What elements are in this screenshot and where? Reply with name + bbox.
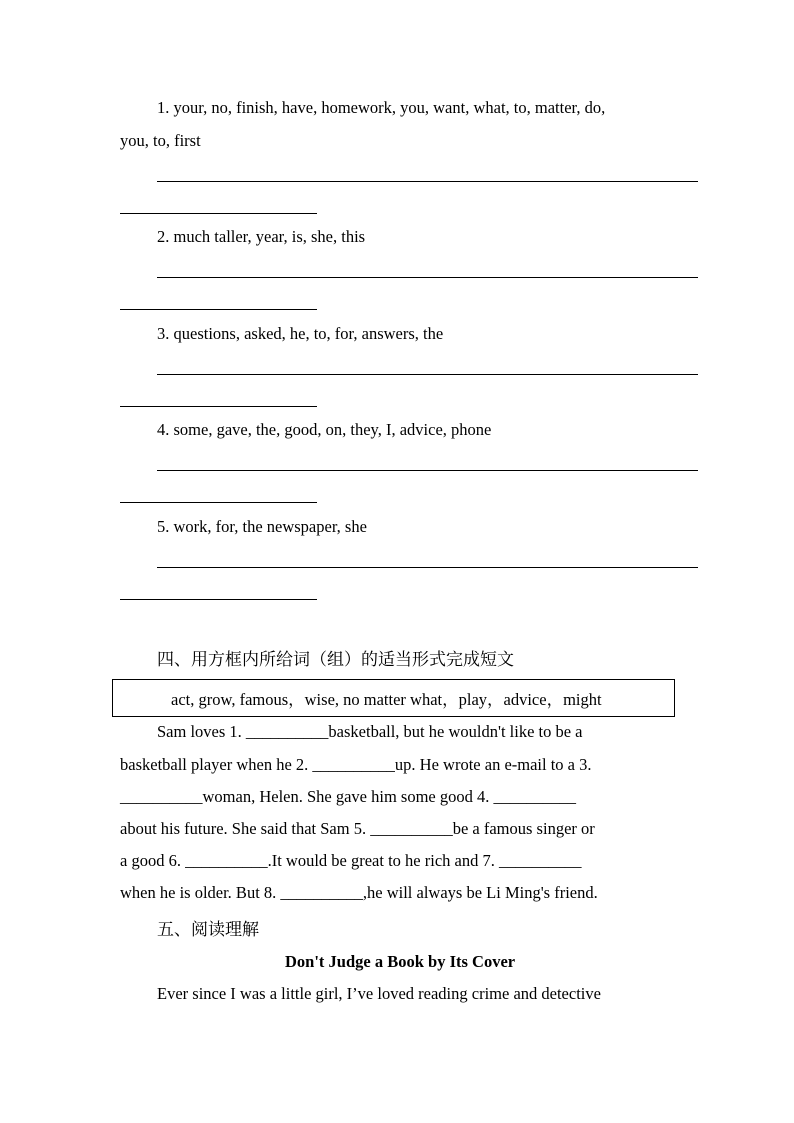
passage-line-2: basketball player when he 2. __________up. He wrote an e-mail to a 3.	[120, 755, 592, 774]
passage-line-1: Sam loves 1. __________basketball, but he wouldn't like to be a	[157, 722, 583, 741]
answer-line-2a[interactable]	[157, 277, 698, 278]
answer-line-5a[interactable]	[157, 567, 698, 568]
question-4-text: 4. some, gave, the, good, on, they, I, advice, phone	[157, 420, 492, 439]
passage-line-4: about his future. She said that Sam 5. __________be a famous singer or	[120, 819, 595, 838]
question-1-text: 1. your, no, finish, have, homework, you, want, what, to, matter, do,	[157, 98, 606, 117]
reading-first-line: Ever since I was a little girl, I’ve loved reading crime and detective	[157, 984, 601, 1003]
answer-line-5b[interactable]	[120, 599, 317, 600]
answer-line-4b[interactable]	[120, 502, 317, 503]
passage-line-6: when he is older. But 8. __________,he will always be Li Ming's friend.	[120, 883, 598, 902]
section-5-heading: 五、阅读理解	[157, 920, 259, 939]
answer-line-1b[interactable]	[120, 213, 317, 214]
word-box-text: act, grow, famous，wise, no matter what，play，advice，might	[171, 690, 602, 709]
question-5-text: 5. work, for, the newspaper, she	[157, 517, 367, 536]
answer-line-3a[interactable]	[157, 374, 698, 375]
passage-line-3: __________woman, Helen. She gave him some good 4. __________	[120, 787, 576, 806]
section-4-heading: 四、用方框内所给词（组）的适当形式完成短文	[157, 650, 514, 669]
passage-line-5: a good 6. __________.It would be great to he rich and 7. __________	[120, 851, 582, 870]
reading-title: Don't Judge a Book by Its Cover	[285, 952, 516, 971]
answer-line-2b[interactable]	[120, 309, 317, 310]
question-1-text-cont: you, to, first	[120, 131, 201, 150]
answer-line-4a[interactable]	[157, 470, 698, 471]
question-2-text: 2. much taller, year, is, she, this	[157, 227, 366, 246]
answer-line-1a[interactable]	[157, 181, 698, 182]
answer-line-3b[interactable]	[120, 406, 317, 407]
question-3-text: 3. questions, asked, he, to, for, answers, the	[157, 324, 444, 343]
